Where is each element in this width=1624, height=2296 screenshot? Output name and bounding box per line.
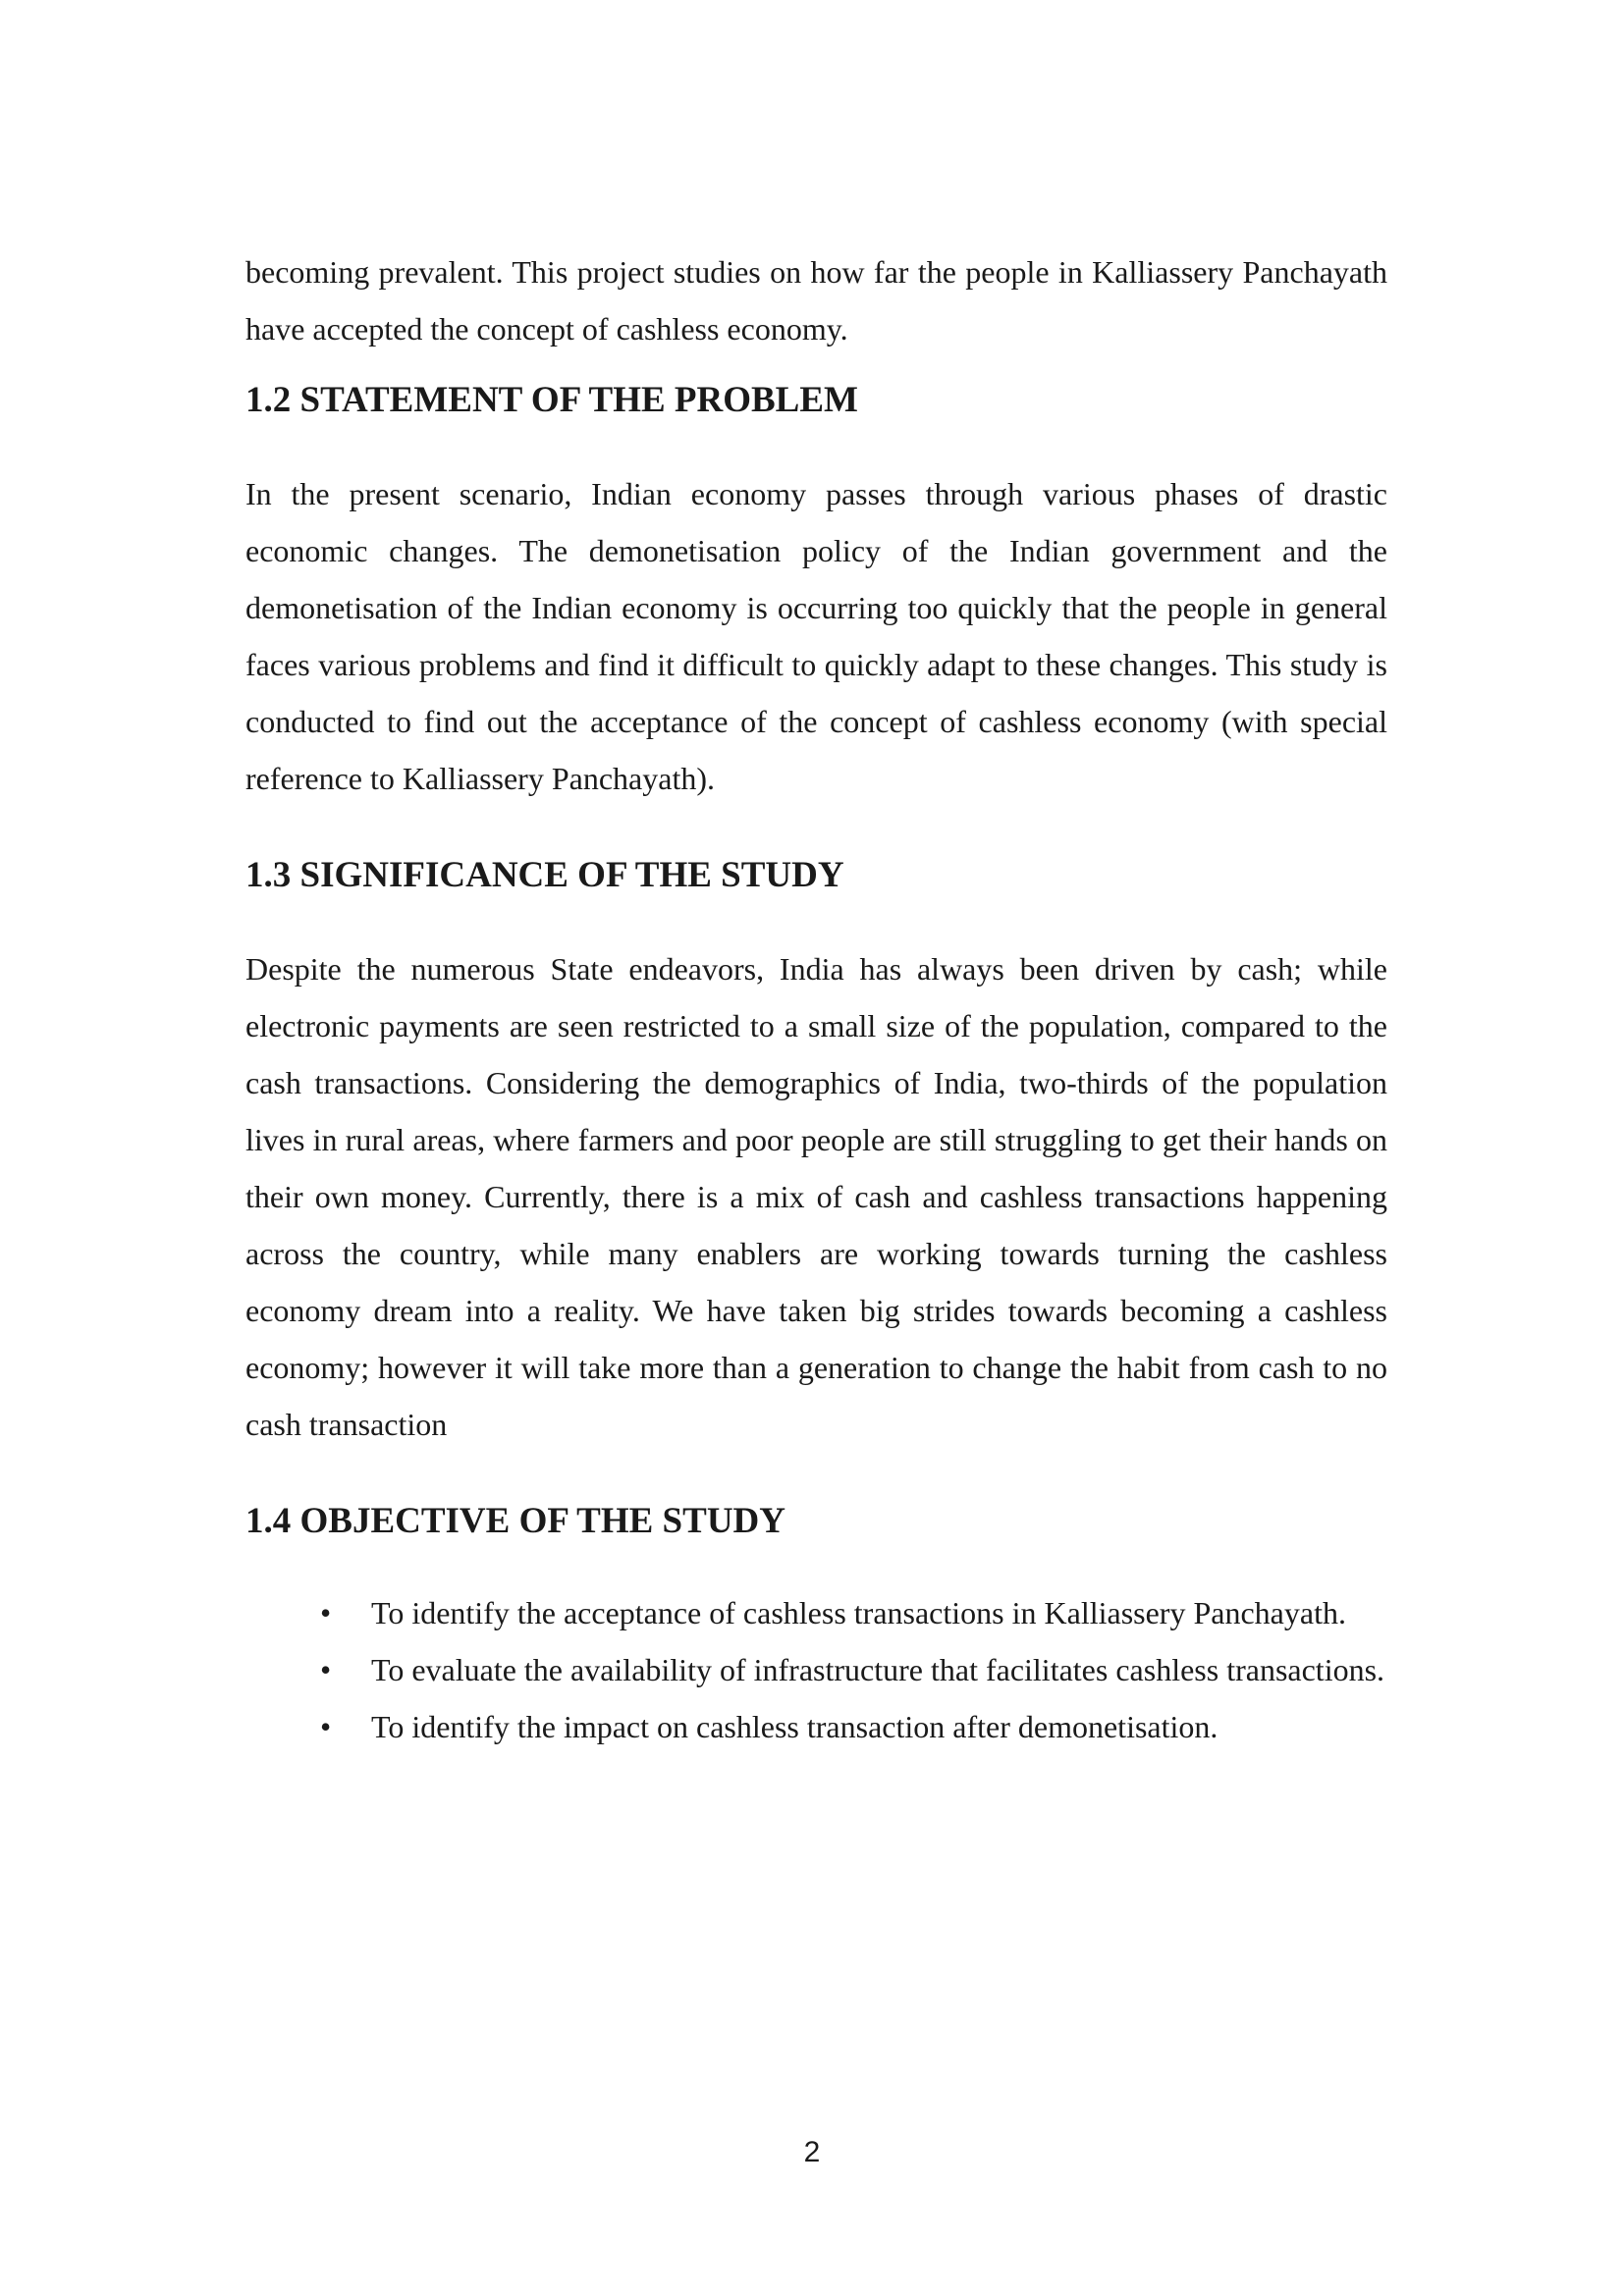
section-heading-significance: 1.3 SIGNIFICANCE OF THE STUDY — [245, 855, 844, 895]
page-content — [245, 243, 1387, 1755]
objective-item — [245, 1698, 1387, 1755]
bullet-icon: • — [320, 1652, 332, 1687]
objective-text: To identify the impact on cashless transaction after demonetisation. — [371, 1709, 1218, 1744]
statement-of-problem-paragraph: In the present scenario, Indian economy passes through various phases of drastic economic changes. The demonetisation policy of the Indian government and the demonetisation of the Indian economy is occurring too quickly that the people in general faces various problems and find it difficult to quickly adapt to these changes. This study is conducted to find out the acceptance of the concept of cashless economy (with special reference to Kalliassery Panchayath). — [245, 476, 1387, 796]
section-heading-statement-of-problem: 1.2 STATEMENT OF THE PROBLEM — [245, 380, 858, 420]
page-number: 2 — [803, 2136, 821, 2168]
bullet-icon: • — [320, 1709, 332, 1744]
objective-text: To identify the acceptance of cashless transactions in Kalliassery Panchayath. — [371, 1595, 1346, 1630]
intro-paragraph: becoming prevalent. This project studies on how far the people in Kalliassery Panchayath have accepted the concept of cashless economy. — [245, 254, 1387, 347]
section-heading-objectives: 1.4 OBJECTIVE OF THE STUDY — [245, 1501, 785, 1541]
objective-item — [245, 1584, 1387, 1641]
bullet-icon: • — [320, 1595, 332, 1630]
significance-paragraph: Despite the numerous State endeavors, India has always been driven by cash; while electronic payments are seen restricted to a small size of the population, compared to the cash transactions. Considering the demographics of India, two-thirds of the population lives in rural areas, where farmers and poor people are still struggling to get their hands on their own money. Currently, there is a mix of cash and cashless transactions happening across the country, while many enablers are working towards turning the cashless economy dream into a reality. We have taken big strides towards becoming a cashless economy; however it will take more than a generation to change the habit from cash to no cash transaction — [245, 951, 1387, 1442]
objective-item — [245, 1641, 1387, 1698]
objectives-list — [245, 1584, 1387, 1755]
objective-text: To evaluate the availability of infrastructure that facilitates cashless transactions. — [371, 1652, 1385, 1687]
